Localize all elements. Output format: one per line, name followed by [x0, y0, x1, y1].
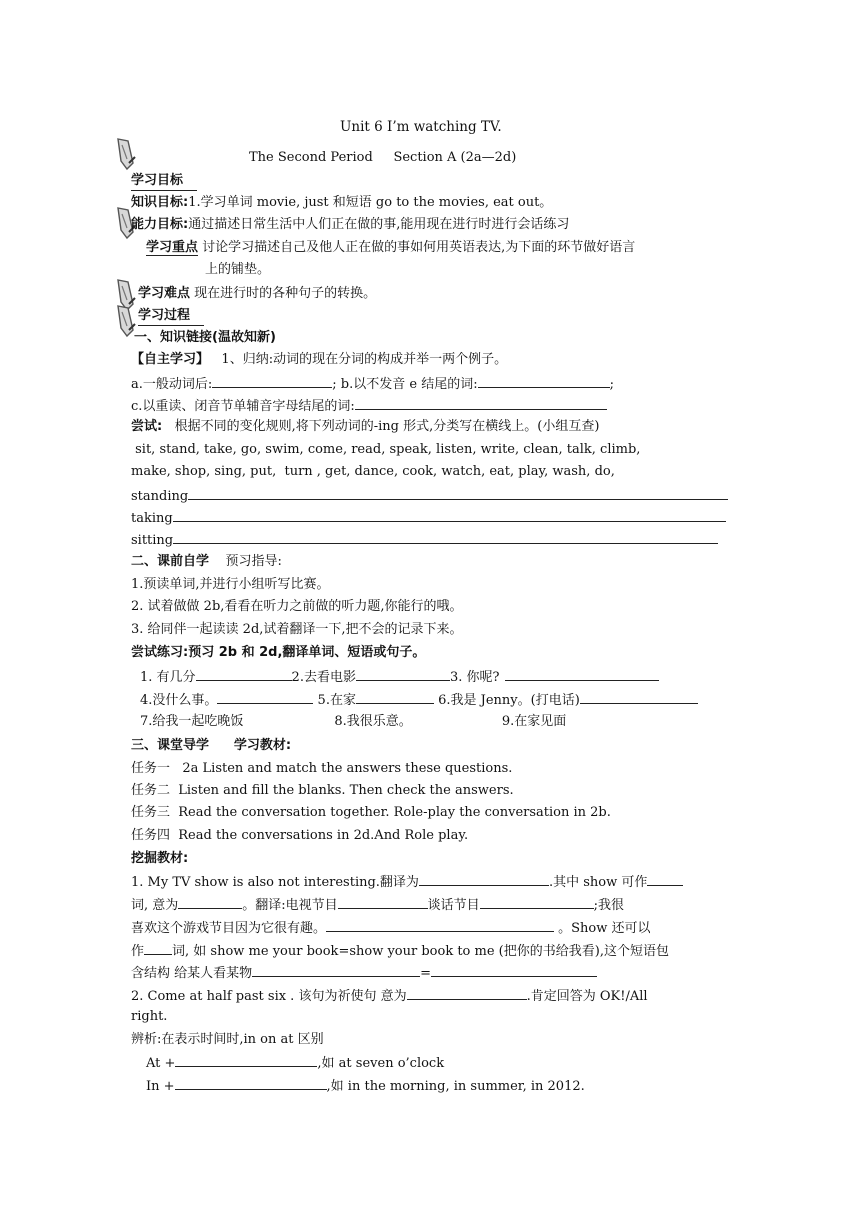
category-sitting: [131, 530, 729, 550]
page-title: Unit 6 I’m watching TV.: [340, 119, 502, 135]
in-label: In +: [146, 1079, 175, 1094]
category-taking: [131, 508, 729, 528]
dig-5a: 含结构 给某人看某物: [131, 966, 253, 981]
practice-7: 7.给我一起吃晚饭: [140, 714, 244, 729]
practice-row-3: [140, 713, 566, 731]
preview-1: 1.预读单词,并进行小组听写比赛。: [131, 577, 330, 592]
process-heading: 学习过程: [138, 307, 204, 326]
self-study-label: 【自主学习】: [131, 352, 210, 367]
ability-text: 通过描述日常生活中人们正在做的事,能用现在进行时进行会话练习: [188, 217, 570, 232]
category-taking-label: taking: [131, 511, 173, 526]
try-text: 根据不同的变化规则,将下列动词的-ing 形式,分类写在横线上。(小组互查): [174, 419, 600, 434]
practice-4-blank[interactable]: [217, 690, 313, 704]
verbs-line-1: sit, stand, take, go, swim, come, read, speak, listen, write, clean, talk, climb,: [131, 442, 641, 457]
dig-5a-blank[interactable]: [252, 963, 420, 977]
practice-4: 4.没什么事。: [140, 693, 218, 708]
practice-2: 2.去看电影: [291, 670, 356, 685]
section1-heading: 一、知识链接(温故知新): [134, 330, 276, 345]
section2-heading-line: [131, 553, 282, 571]
at-line: [146, 1053, 444, 1073]
dig-1b-blank[interactable]: [647, 872, 683, 886]
example-1-blank[interactable]: [407, 986, 527, 1000]
in-example: ,如 in the morning, in summer, in 2012.: [326, 1079, 585, 1094]
difficulty-point: [138, 285, 376, 303]
dig-line-2: [131, 895, 624, 915]
category-standing-label: standing: [131, 489, 189, 504]
knowledge-text: 1.学习单词 movie, just 和短语 go to the movies, eat out。: [188, 195, 553, 210]
rule-a: a.一般动词后:: [131, 377, 213, 392]
dig-2b-blank[interactable]: [338, 895, 428, 909]
practice-5-blank[interactable]: [356, 690, 434, 704]
dig-1a: 1. My TV show is also not interesting.翻译为: [131, 875, 419, 890]
rule-b-blank[interactable]: [478, 374, 610, 388]
difficulty-label: 学习难点: [138, 286, 191, 301]
dig-1b: .其中 show 可作: [548, 875, 648, 890]
section2-heading: 二、课前自学: [131, 554, 210, 569]
dig-4b: 词, 如 show me your book=show your book to me (把你的书给我看),这个短语包: [172, 944, 669, 959]
dig-line-4: [131, 941, 669, 961]
in-line: [146, 1076, 585, 1096]
preview-3: 3. 给同伴一起读读 2d,试着翻译一下,把不会的记录下来。: [131, 622, 463, 637]
key-label: 学习重点: [146, 240, 199, 255]
dig-3b: 。Show 还可以: [558, 921, 651, 936]
preview-2: 2. 试着做做 2b,看看在听力之前做的听力题,你能行的哦。: [131, 599, 463, 614]
section3-heading-line: [131, 737, 291, 755]
dig-5b: =: [420, 966, 432, 981]
practice-5: 5.在家: [317, 693, 356, 708]
ability-label: 能力目标:: [131, 217, 189, 232]
practice-9: 9.在家见面: [501, 714, 567, 729]
section3-sub: 学习教材:: [233, 738, 292, 753]
section3-heading: 三、课堂导学: [131, 738, 210, 753]
example-line-1: [131, 986, 648, 1006]
category-standing: [131, 486, 729, 506]
example-1a: 2. Come at half past six . 该句为祈使句 意为: [131, 989, 407, 1004]
dig-heading: 挖掘教材:: [131, 851, 189, 866]
goals-heading: 学习目标: [131, 172, 197, 191]
practice-3-blank[interactable]: [505, 667, 659, 681]
verbs-line-2: make, shop, sing, put, turn , get, dance, cook, watch, eat, play, wash, do,: [131, 464, 615, 479]
practice-8: 8.我很乐意。: [334, 714, 412, 729]
practice-heading: 尝试练习:预习 2b 和 2d,翻译单词、短语或句子。: [131, 645, 426, 660]
task-1: 任务一 2a Listen and match the answers these questions.: [131, 761, 513, 776]
self-study-text: 1、归纳:动词的现在分词的构成并举一两个例子。: [221, 352, 508, 367]
dig-5b-blank[interactable]: [431, 963, 597, 977]
rules-ab: a.一般动词后: ; b.以不发音 e 结尾的词: ;: [131, 374, 614, 394]
dig-3a: 喜欢这个游戏节目因为它很有趣。: [131, 921, 327, 936]
dig-1-blank[interactable]: [419, 872, 549, 886]
practice-1: 1. 有几分: [140, 670, 196, 685]
at-label: At +: [146, 1056, 176, 1071]
dig-4-blank[interactable]: [144, 941, 172, 955]
dig-3-blank[interactable]: [326, 918, 554, 932]
dig-2d: ;我很: [593, 898, 625, 913]
task-4: 任务四 Read the conversations in 2d.And Role play.: [131, 828, 469, 843]
pen-icon: [115, 137, 137, 171]
rule-c-line: [131, 396, 607, 416]
try-label: 尝试:: [131, 419, 163, 434]
example-1b: .肯定回答为 OK!/All: [526, 989, 648, 1004]
rule-b: b.以不发音 e 结尾的词:: [340, 377, 478, 392]
dig-2b: 。翻译:电视节目: [242, 898, 338, 913]
rule-a-blank[interactable]: [212, 374, 332, 388]
category-taking-blank[interactable]: [173, 508, 726, 522]
dig-2a-blank[interactable]: [178, 895, 242, 909]
self-study: [131, 351, 507, 369]
section2-sub: 预习指导:: [225, 554, 282, 569]
task-2: 任务二 Listen and fill the blanks. Then check the answers.: [131, 783, 514, 798]
practice-2-blank[interactable]: [356, 667, 450, 681]
practice-6-blank[interactable]: [580, 690, 698, 704]
at-example: ,如 at seven o’clock: [317, 1056, 445, 1071]
rule-c: c.以重读、闭音节单辅音字母结尾的词:: [131, 399, 355, 414]
dig-2a: 词, 意为: [131, 898, 179, 913]
category-sitting-label: sitting: [131, 533, 174, 548]
key-text-1: 讨论学习描述自己及他人正在做的事如何用英语表达,为下面的环节做好语言: [202, 240, 636, 255]
page-subtitle: The Second Period Section A (2a—2d): [249, 150, 517, 165]
knowledge-label: 知识目标:: [131, 195, 189, 210]
dig-line-1: [131, 872, 683, 892]
practice-row-2: [140, 690, 698, 710]
key-text-2: 上的铺垫。: [205, 262, 271, 277]
ability-goal: [131, 216, 569, 234]
in-blank[interactable]: [175, 1076, 327, 1090]
practice-6: 6.我是 Jenny。(打电话): [438, 693, 580, 708]
task-3: 任务三 Read the conversation together. Role-play the conversation in 2b.: [131, 805, 611, 820]
dig-2c: 谈话节目: [427, 898, 480, 913]
category-standing-blank[interactable]: [188, 486, 728, 500]
practice-row-1: [140, 667, 659, 687]
category-sitting-blank[interactable]: [173, 530, 718, 544]
knowledge-goal: [131, 194, 552, 212]
practice-3: 3. 你呢?: [449, 670, 500, 685]
example-line-2: right.: [131, 1009, 168, 1024]
dig-line-5: [131, 963, 597, 983]
dig-4a: 作: [131, 944, 145, 959]
key-point: [146, 239, 635, 257]
at-blank[interactable]: [175, 1053, 317, 1067]
practice-1-blank[interactable]: [196, 667, 292, 681]
rule-c-blank[interactable]: [355, 396, 607, 410]
distinguish-heading: 辨析:在表示时间时,in on at 区别: [131, 1032, 324, 1047]
dig-line-3: [131, 918, 651, 938]
try-line: [131, 418, 599, 436]
dig-2c-blank[interactable]: [480, 895, 594, 909]
difficulty-text: 现在进行时的各种句子的转换。: [194, 286, 377, 301]
